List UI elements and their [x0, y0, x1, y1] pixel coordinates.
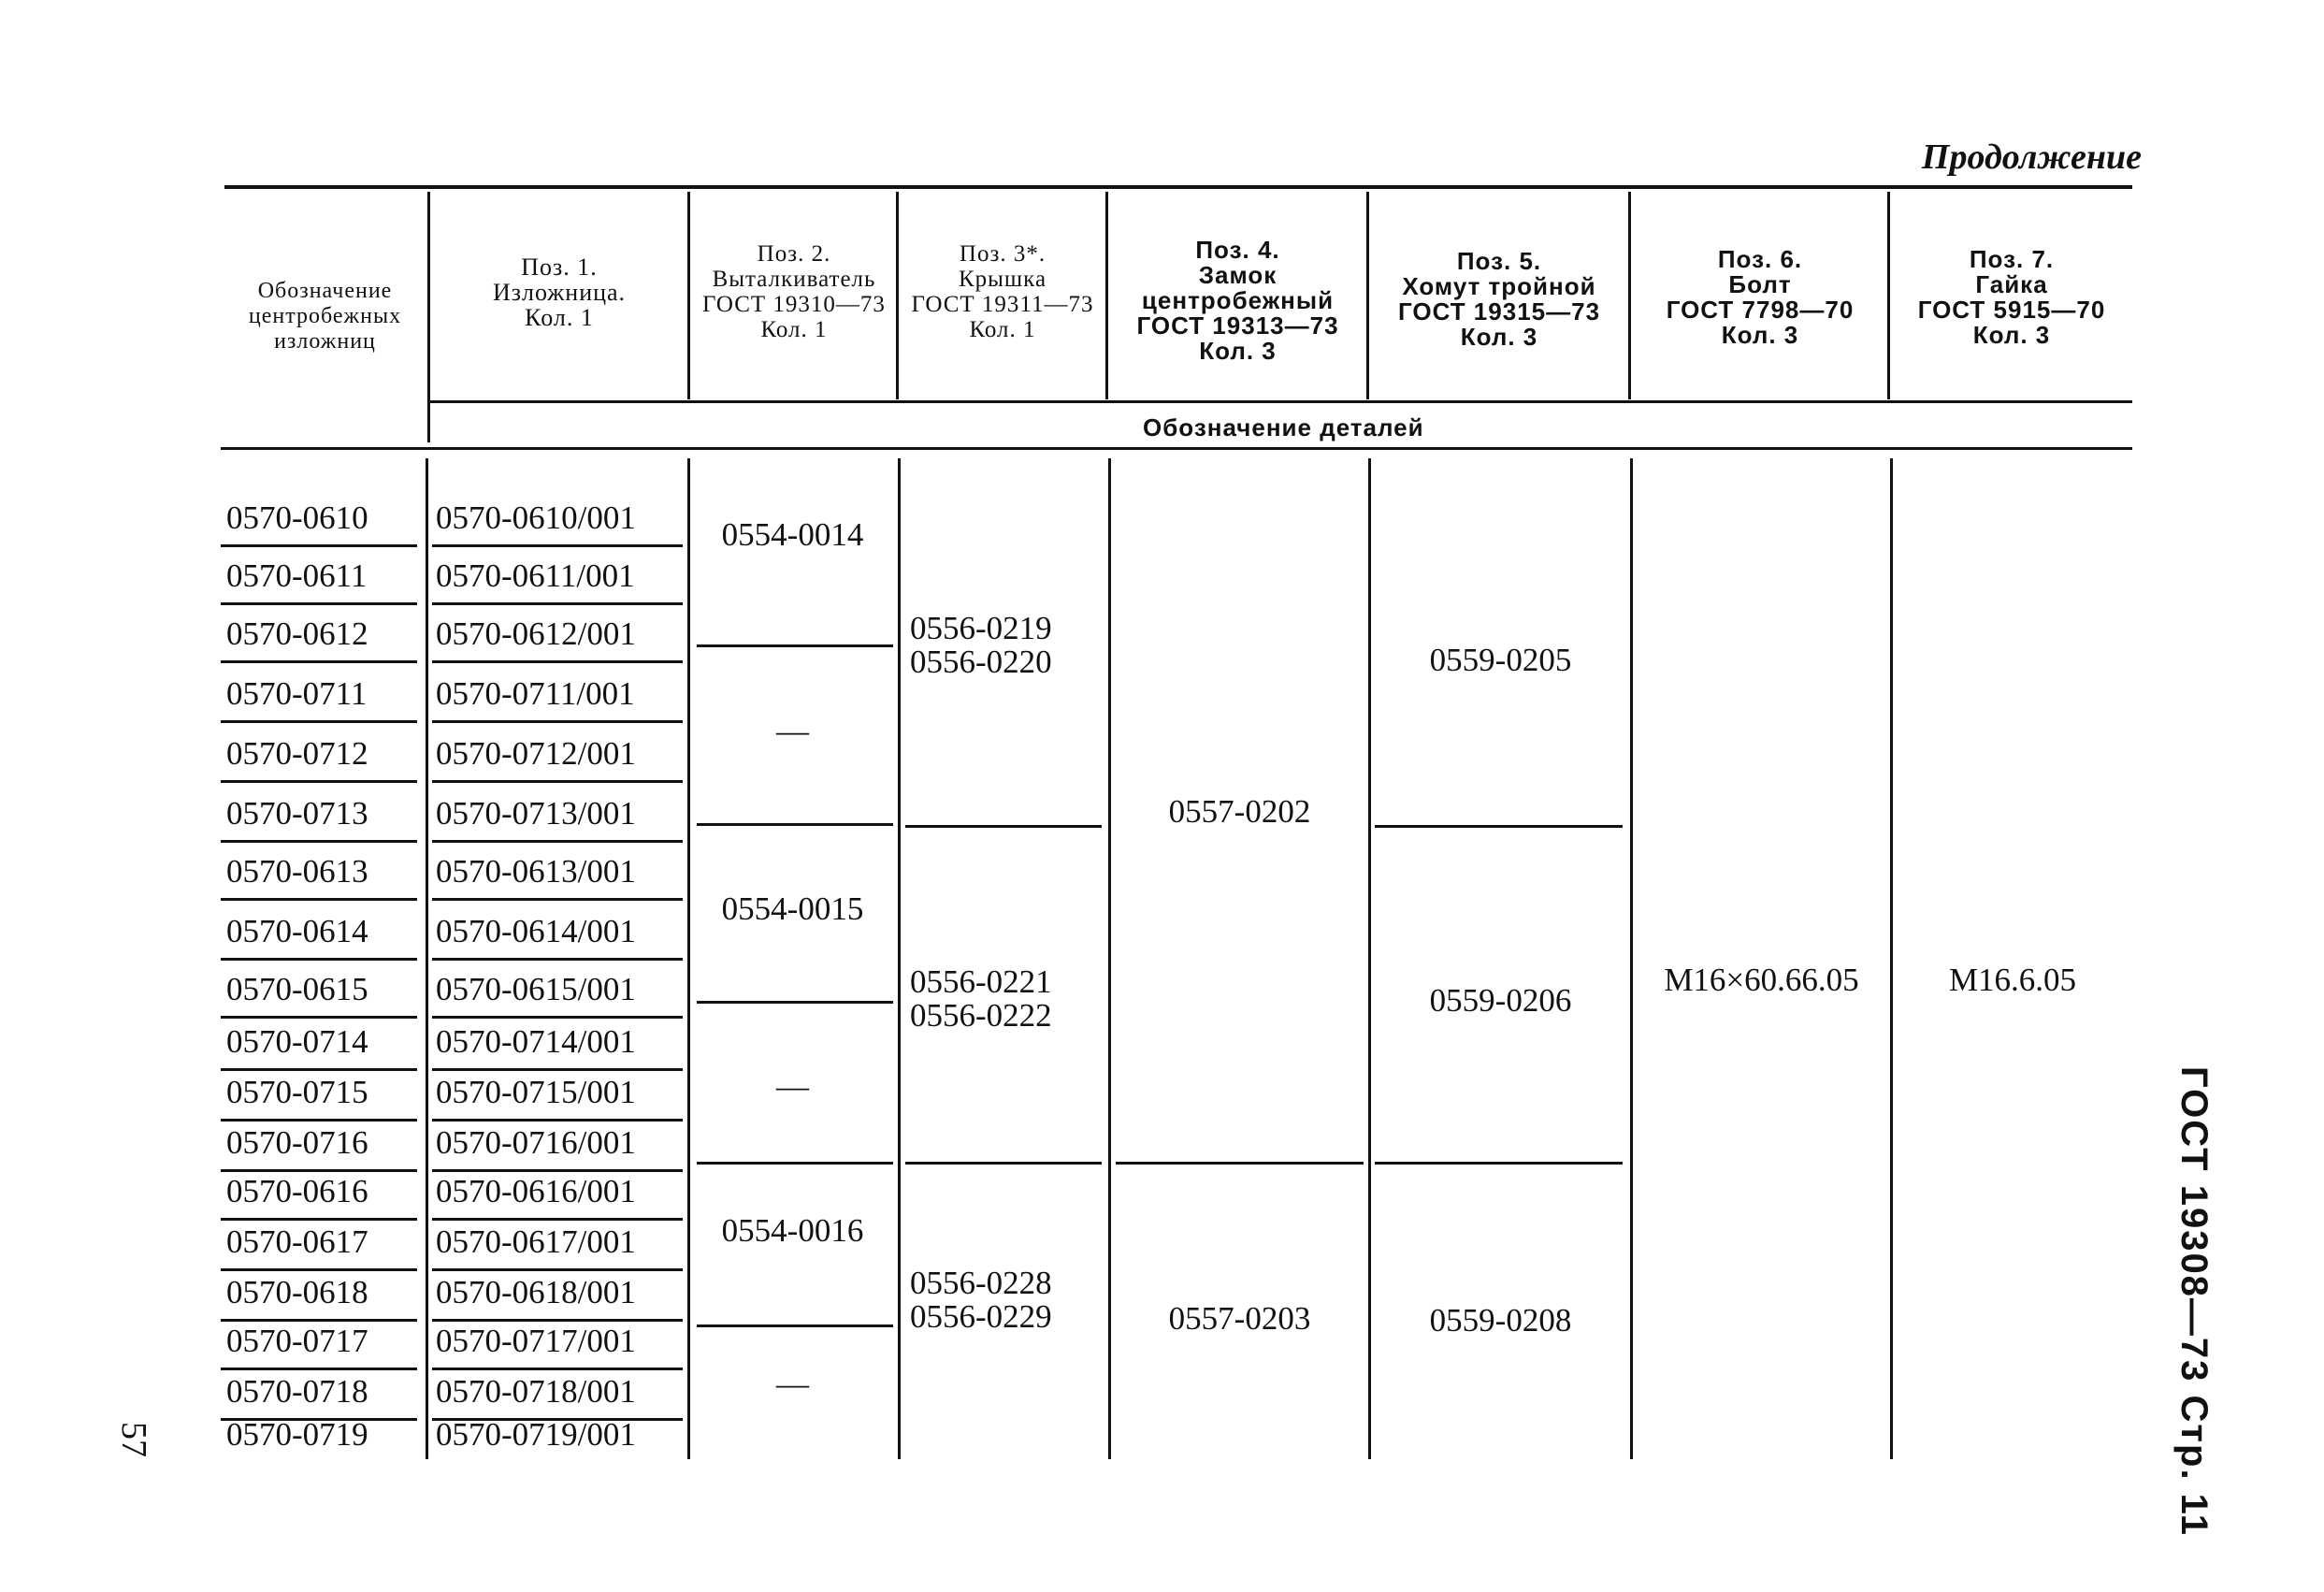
header-pos1 — [432, 254, 686, 330]
mold-designation-cell: 0570-0610 — [226, 499, 368, 536]
body-divider — [426, 458, 428, 1459]
row-underline — [432, 1319, 683, 1322]
pos4-cell: 0557-0202 — [1168, 793, 1311, 830]
header-line: Кол. 3 — [1460, 323, 1538, 351]
pos1-cell: 0570-0612/001 — [436, 615, 636, 652]
row-underline — [432, 1268, 683, 1271]
mold-designation-cell: 0570-0617 — [226, 1223, 368, 1260]
header-line: Кол. 3 — [1721, 321, 1799, 349]
subheader-top-rule — [430, 400, 2132, 403]
pos1-cell: 0570-0719/001 — [436, 1416, 636, 1453]
pos3-cell — [910, 1266, 1052, 1334]
pos1-cell: 0570-0618/001 — [436, 1274, 636, 1310]
header-divider — [427, 192, 430, 442]
pos4-divider — [1116, 1162, 1364, 1165]
row-underline — [432, 1068, 683, 1071]
pos7-cell: М16.6.05 — [1948, 962, 2077, 998]
pos1-cell: 0570-0716/001 — [436, 1124, 636, 1161]
header-line: Кол. 1 — [525, 304, 594, 331]
row-underline — [432, 1119, 683, 1122]
header-line: Поз. 5. — [1456, 247, 1542, 275]
header-line: Выталкиватель — [712, 267, 876, 292]
header-line: ГОСТ 19311—73 — [911, 292, 1094, 317]
header-line: Гайка — [1975, 270, 2048, 298]
header-pos2 — [690, 241, 898, 342]
pos2-cell: 0554-0015 — [721, 890, 864, 927]
pos3-line: 0556-0222 — [910, 997, 1052, 1034]
pos2-cell: — — [776, 713, 809, 749]
header-line: Болт — [1728, 270, 1792, 298]
pos2-cell: — — [776, 1366, 809, 1402]
header-line: Замок — [1198, 261, 1277, 289]
mold-designation-cell: 0570-0715 — [226, 1074, 368, 1110]
row-underline — [432, 602, 683, 605]
row-underline — [432, 840, 683, 843]
header-pos6 — [1631, 247, 1889, 348]
pos1-cell: 0570-0617/001 — [436, 1223, 636, 1260]
pos5-cell: 0559-0208 — [1429, 1302, 1572, 1339]
row-underline — [221, 958, 417, 961]
page-number: 57 — [114, 1422, 153, 1457]
pos2-divider — [697, 1324, 893, 1327]
header-mold-designation — [224, 279, 426, 355]
header-pos5 — [1369, 249, 1629, 350]
pos5-divider — [1375, 825, 1623, 828]
row-underline — [432, 1218, 683, 1221]
body-divider — [898, 458, 901, 1459]
pos5-divider — [1375, 1162, 1623, 1165]
row-underline — [221, 1368, 417, 1370]
body-divider — [1890, 458, 1893, 1459]
row-underline — [432, 898, 683, 901]
pos5-cell: 0559-0206 — [1429, 982, 1572, 1019]
mold-designation-cell: 0570-0713 — [226, 795, 368, 832]
pos3-divider — [905, 825, 1102, 828]
pos2-divider — [697, 1162, 893, 1165]
pos3-divider — [905, 1162, 1102, 1165]
pos1-cell: 0570-0614/001 — [436, 913, 636, 949]
pos1-cell: 0570-0713/001 — [436, 795, 636, 832]
header-line: Поз. 7. — [1969, 245, 2055, 273]
row-underline — [221, 780, 417, 783]
pos1-cell: 0570-0718/001 — [436, 1373, 636, 1410]
mold-designation-cell: 0570-0611 — [226, 557, 368, 594]
row-underline — [432, 1169, 683, 1172]
pos2-cell: 0554-0014 — [721, 516, 864, 553]
header-line: центробежных — [248, 304, 402, 328]
body-divider — [687, 458, 690, 1459]
pos1-cell: 0570-0616/001 — [436, 1173, 636, 1209]
header-line: Поз. 1. — [521, 253, 598, 281]
mold-designation-cell: 0570-0719 — [226, 1416, 368, 1453]
row-underline — [221, 544, 417, 547]
pos2-divider — [697, 823, 893, 826]
subheader-part-designation: Обозначение деталей — [1143, 413, 1424, 441]
pos3-cell — [910, 612, 1052, 679]
header-line: ГОСТ 19310—73 — [702, 292, 886, 317]
mold-designation-cell: 0570-0718 — [226, 1373, 368, 1410]
header-line: Кол. 3 — [1199, 337, 1277, 365]
mold-designation-cell: 0570-0614 — [226, 913, 368, 949]
row-underline — [432, 660, 683, 663]
pos3-cell — [910, 965, 1052, 1033]
row-underline — [221, 602, 417, 605]
header-line: ГОСТ 5915—70 — [1917, 296, 2106, 324]
pos3-line: 0556-0229 — [910, 1298, 1052, 1335]
mold-designation-cell: 0570-0714 — [226, 1023, 368, 1060]
header-pos7 — [1891, 247, 2132, 348]
row-underline — [221, 1119, 417, 1122]
header-line: центробежный — [1141, 286, 1335, 314]
mold-designation-cell: 0570-0612 — [226, 615, 368, 652]
header-line: Хомут тройной — [1402, 272, 1596, 300]
row-underline — [221, 1319, 417, 1322]
header-line: изложниц — [274, 329, 376, 354]
pos1-cell: 0570-0714/001 — [436, 1023, 636, 1060]
pos6-cell: М16×60.66.05 — [1664, 962, 1859, 998]
row-underline — [432, 720, 683, 723]
pos2-divider — [697, 644, 893, 647]
pos2-cell: — — [776, 1068, 809, 1105]
mold-designation-cell: 0570-0616 — [226, 1173, 368, 1209]
header-line: Поз. 3*. — [959, 241, 1047, 267]
pos1-cell: 0570-0610/001 — [436, 499, 636, 536]
pos3-line: 0556-0221 — [910, 963, 1052, 1000]
header-line: ГОСТ 19315—73 — [1397, 297, 1601, 326]
header-line: Кол. 3 — [1972, 321, 2051, 349]
pos2-cell: 0554-0016 — [721, 1212, 864, 1249]
row-underline — [221, 720, 417, 723]
row-underline — [432, 1016, 683, 1019]
mold-designation-cell: 0570-0618 — [226, 1274, 368, 1310]
pos2-divider — [697, 1001, 893, 1004]
body-divider — [1630, 458, 1633, 1459]
row-underline — [432, 1368, 683, 1370]
row-underline — [221, 1218, 417, 1221]
pos1-cell: 0570-0613/001 — [436, 853, 636, 890]
header-line: Изложница. — [492, 279, 627, 306]
row-underline — [432, 544, 683, 547]
row-underline — [221, 898, 417, 901]
header-bottom-rule — [221, 447, 2132, 450]
side-reference: ГОСТ 19308—73 Стр. 11 — [2173, 1066, 2215, 1537]
header-line: Обозначение — [257, 279, 393, 303]
row-underline — [221, 840, 417, 843]
header-pos3 — [899, 241, 1106, 342]
pos1-cell: 0570-0711/001 — [436, 675, 635, 712]
row-underline — [432, 958, 683, 961]
pos1-cell: 0570-0717/001 — [436, 1323, 636, 1359]
table-top-rule — [224, 185, 2132, 189]
header-line: Кол. 1 — [969, 317, 1036, 342]
pos5-cell: 0559-0205 — [1429, 642, 1572, 678]
continuation-label: Продолжение — [1921, 137, 2142, 177]
pos1-cell: 0570-0715/001 — [436, 1074, 636, 1110]
mold-designation-cell: 0570-0716 — [226, 1124, 368, 1161]
pos3-line: 0556-0219 — [910, 610, 1052, 646]
pos1-cell: 0570-0611/001 — [436, 557, 635, 594]
mold-designation-cell: 0570-0615 — [226, 971, 368, 1007]
row-underline — [221, 1068, 417, 1071]
pos3-line: 0556-0228 — [910, 1265, 1052, 1301]
row-underline — [221, 1268, 417, 1271]
header-line: Поз. 6. — [1717, 245, 1803, 273]
header-line: ГОСТ 19313—73 — [1136, 311, 1339, 340]
row-underline — [221, 1169, 417, 1172]
header-line: Поз. 4. — [1195, 236, 1280, 264]
header-line: Крышка — [958, 267, 1047, 292]
mold-designation-cell: 0570-0711 — [226, 675, 368, 712]
header-line: Поз. 2. — [757, 241, 831, 267]
header-line: Кол. 1 — [760, 317, 828, 342]
pos1-cell: 0570-0712/001 — [436, 735, 636, 772]
header-pos4 — [1108, 238, 1367, 364]
row-underline — [432, 780, 683, 783]
mold-designation-cell: 0570-0712 — [226, 735, 368, 772]
mold-designation-cell: 0570-0613 — [226, 853, 368, 890]
row-underline — [221, 660, 417, 663]
header-line: ГОСТ 7798—70 — [1666, 296, 1855, 324]
row-underline — [221, 1016, 417, 1019]
mold-designation-cell: 0570-0717 — [226, 1323, 368, 1359]
pos3-line: 0556-0220 — [910, 644, 1052, 680]
pos4-cell: 0557-0203 — [1168, 1300, 1311, 1337]
pos1-cell: 0570-0615/001 — [436, 971, 636, 1007]
